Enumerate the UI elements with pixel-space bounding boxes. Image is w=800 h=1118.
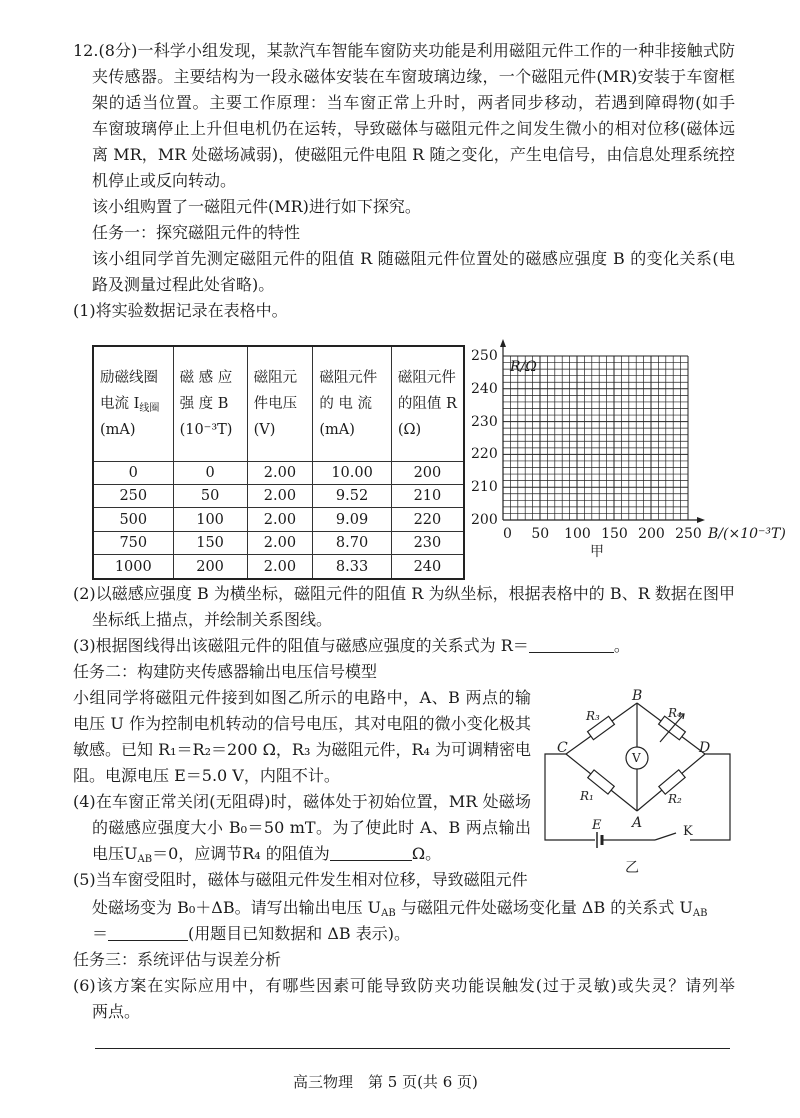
header-cell: 磁 感 应 强 度 B (10⁻³T)	[173, 346, 247, 461]
table-cell: 8.70	[313, 531, 392, 554]
y-tick-label: 210	[471, 479, 498, 496]
header-cell: 磁阻元件 的 电 流 (mA)	[313, 346, 392, 461]
circuit-caption: 乙	[625, 860, 639, 876]
x-tick-label: 200	[638, 526, 665, 542]
task2-text: 小组同学将磁阻元件接到如图乙所示的电路中，A、B 两点的输	[73, 688, 531, 707]
x-tick-label: 100	[564, 526, 591, 542]
table-cell: 240	[391, 555, 464, 579]
table-cell: 2.00	[247, 461, 313, 484]
r1-label: R₁	[580, 789, 594, 803]
table-cell: 2.00	[247, 555, 313, 579]
sub-question-5-cont: ＝ (用题目已知数据和 ΔB 表示)。	[92, 924, 410, 943]
x-tick-label: 50	[531, 526, 550, 542]
graph-y-label: R/Ω	[510, 359, 537, 375]
switch-k	[655, 833, 676, 840]
x-tick-label: 250	[675, 526, 702, 542]
table-cell: 2.00	[247, 508, 313, 531]
table-cell: 150	[173, 531, 247, 554]
battery-label: E	[592, 818, 602, 833]
node-a-label: A	[632, 815, 643, 831]
question-line: 该小组购置了一磁阻元件(MR)进行如下探究。	[92, 197, 421, 216]
table-cell: 220	[391, 508, 464, 531]
table-cell: 210	[391, 485, 464, 508]
task2-text: 电压 U 作为控制电机转动的信号电压，其对电阻的微小变化极其	[73, 714, 531, 733]
graph-x-label: B/(×10⁻³T)	[708, 526, 786, 542]
table-cell: 10.00	[313, 461, 392, 484]
question-line: 路及测量过程此处省略)。	[92, 275, 275, 294]
question-line: 车窗玻璃停止上升但电机仍在运转，导致磁体与磁阻元件之间发生微小的相对位移(磁体远	[92, 119, 735, 138]
sub-question-6-cont: 两点。	[92, 1002, 141, 1021]
table-cell: 9.09	[313, 508, 392, 531]
table-cell: 500	[93, 508, 173, 531]
table-cell: 50	[173, 485, 247, 508]
table-cell: 200	[391, 461, 464, 484]
question-line: 夹传感器。主要结构为一段永磁体安装在车窗玻璃边缘，一个磁阻元件(MR)安装于车窗框	[92, 67, 735, 86]
sub-question-6: (6)该方案在实际应用中，有哪些因素可能导致防夹功能误触发(过于灵敏)或失灵？请列举	[73, 976, 735, 995]
table-cell: 8.33	[313, 555, 392, 579]
sub-question-3: (3)根据图线得出该磁阻元件的阻值与磁感应强度的关系式为 R＝ 。	[73, 636, 630, 655]
node-c-label: C	[557, 740, 568, 756]
task1-heading: 任务一：探究磁阻元件的特性	[92, 223, 301, 242]
table-cell: 0	[173, 461, 247, 484]
table-cell: 9.52	[313, 485, 392, 508]
table-cell: 250	[93, 485, 173, 508]
sub-question-1: (1)将实验数据记录在表格中。	[73, 301, 288, 320]
question-line: 机停止或反向转动。	[92, 171, 237, 190]
table-cell: 1000	[93, 555, 173, 579]
x-tick-label: 150	[601, 526, 628, 542]
sub-question-4: (4)在车窗正常关闭(无阻碍)时，磁体处于初始位置，MR 处磁场	[73, 792, 531, 811]
y-tick-label: 200	[471, 512, 498, 528]
r2-label: R₂	[668, 792, 682, 806]
switch-label: K	[683, 824, 693, 839]
y-tick-label: 250	[471, 348, 498, 364]
header-cell: 磁阻元 件电压 (V)	[247, 346, 313, 461]
y-tick-label: 230	[471, 413, 498, 430]
x-tick-label: 0	[503, 526, 512, 542]
resistor-r2	[659, 770, 685, 794]
voltmeter-label: V	[632, 751, 641, 765]
node-b-label: B	[632, 688, 643, 704]
task2-text: 阻。电源电压 E＝5.0 V，内阻不计。	[73, 766, 340, 785]
sub-question-4-cont: 电压$U_{AB}=0$，应调节R₄ 的阻值为 Ω。	[92, 844, 442, 865]
question-line: 该小组同学首先测定磁阻元件的阻值 R 随磁阻元件位置处的磁感应强度 B 的变化关系(电	[92, 249, 735, 268]
header-cell: 磁阻元件 的阻值 R (Ω)	[391, 346, 464, 461]
r4-label: R₄	[668, 706, 682, 720]
node-d-label: D	[699, 740, 711, 756]
table-cell: 230	[391, 531, 464, 554]
sub-question-4-cont: 的磁感应强度大小 B₀＝50 mT。为了使此时 A、B 两点输出	[92, 818, 531, 837]
y-tick-label: 220	[471, 446, 498, 463]
task3-heading: 任务三：系统评估与误差分析	[73, 950, 282, 969]
wire-right	[690, 754, 730, 840]
table-cell: 2.00	[247, 485, 313, 508]
sub-question-2-cont: 坐标纸上描点，并绘制关系图线。	[92, 610, 333, 629]
sub-question-2: (2)以磁感应强度 B 为横坐标，磁阻元件的阻值 R 为纵坐标，根据表格中的 B、R 数据在图甲	[73, 584, 735, 603]
question-line: 12.(8分)一科学小组发现，某款汽车智能车窗防夹功能是利用磁阻元件工作的一种非接触式防	[73, 41, 735, 60]
y-tick-label: 240	[471, 380, 498, 397]
task2-text: 敏感。已知 R₁＝R₂＝200 Ω，R₃ 为磁阻元件，R₄ 为可调精密电	[73, 740, 531, 759]
table-cell: 2.00	[247, 531, 313, 554]
question-line: 架的适当位置。主要工作原理：当车窗正常上升时，两者同步移动，若遇到障碍物(如手	[92, 93, 735, 112]
table-cell: 0	[93, 461, 173, 484]
question-line: 离 MR，MR 处磁场减弱)，使磁阻元件电阻 R 随之变化，产生电信号，由信息处理系统控	[92, 145, 735, 164]
table-cell: 750	[93, 531, 173, 554]
sub-question-5: (5)当车窗受阻时，磁体与磁阻元件发生相对位移，导致磁阻元件	[73, 870, 528, 889]
task2-heading: 任务二：构建防夹传感器输出电压信号模型	[73, 662, 378, 681]
table-cell: 100	[173, 508, 247, 531]
header-cell: 励磁线圈 电流 $I_{线圈}$ (mA)	[93, 346, 173, 461]
r3-label: R₃	[586, 709, 600, 723]
sub-question-5-cont: 处磁场变为 B₀＋ΔB。请写出输出电压 $U_{AB}$ 与磁阻元件处磁场变化量 ΔB 的关系式 $U_{AB}$	[92, 898, 708, 919]
page-footer: 高三物理 第 5 页(共 6 页)	[293, 1073, 478, 1091]
graph-caption: 甲	[590, 544, 604, 560]
table-cell: 200	[173, 555, 247, 579]
